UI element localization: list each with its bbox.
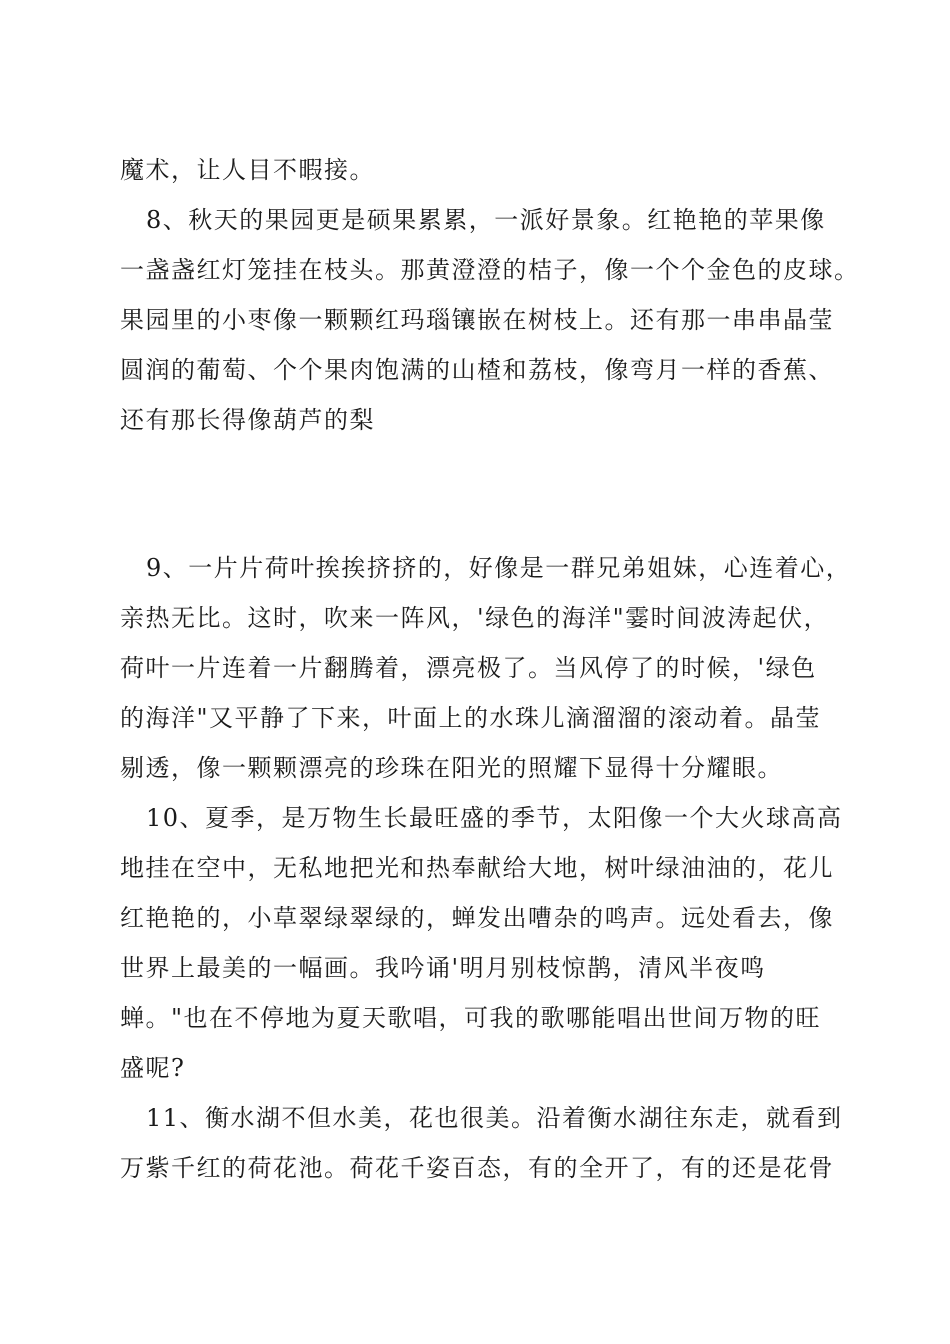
paragraph-11-line-1: 11、衡水湖不但水美，花也很美。沿着衡水湖往东走，就看到: [146, 1104, 843, 1132]
paragraph-10-line-5: 蝉。"也在不停地为夏天歌唱，可我的歌哪能唱出世间万物的旺: [120, 1004, 822, 1032]
paragraph-8-line-5: 还有那长得像葫芦的梨: [120, 406, 375, 434]
paragraph-10-line-4: 世界上最美的一幅画。我吟诵'明月别枝惊鹊，清风半夜鸣: [120, 954, 766, 982]
paragraph-9-line-1: 9、一片片荷叶挨挨挤挤的，好像是一群兄弟姐妹，心连着心，: [146, 554, 852, 582]
paragraph-9-line-2: 亲热无比。这时，吹来一阵风，'绿色的海洋"霎时间波涛起伏，: [120, 604, 830, 632]
paragraph-8-line-3: 果园里的小枣像一颗颗红玛瑙镶嵌在树枝上。还有那一串串晶莹: [120, 306, 834, 334]
paragraph-11-line-2: 万紫千红的荷花池。荷花千姿百态，有的全开了，有的还是花骨: [120, 1154, 834, 1182]
paragraph-9-line-3: 荷叶一片连着一片翻腾着，漂亮极了。当风停了的时候，'绿色: [120, 654, 817, 682]
text-line-1: 魔术，让人目不暇接。: [120, 156, 375, 184]
paragraph-10-line-6: 盛呢?: [120, 1054, 186, 1082]
paragraph-8-line-2: 一盏盏红灯笼挂在枝头。那黄澄澄的桔子，像一个个金色的皮球。: [120, 256, 860, 284]
paragraph-10-line-1: 10、夏季，是万物生长最旺盛的季节，太阳像一个大火球高高: [146, 804, 843, 832]
paragraph-8-line-1: 8、秋天的果园更是硕果累累，一派好景象。红艳艳的苹果像: [146, 206, 826, 234]
paragraph-10-line-3: 红艳艳的，小草翠绿翠绿的，蝉发出嘈杂的鸣声。远处看去，像: [120, 904, 834, 932]
paragraph-10-line-2: 地挂在空中，无私地把光和热奉献给大地，树叶绿油油的，花儿: [120, 854, 834, 882]
paragraph-8-line-4: 圆润的葡萄、个个果肉饱满的山楂和荔枝，像弯月一样的香蕉、: [120, 356, 834, 384]
paragraph-9-line-5: 剔透，像一颗颗漂亮的珍珠在阳光的照耀下显得十分耀眼。: [120, 754, 783, 782]
paragraph-9-line-4: 的海洋"又平静了下来，叶面上的水珠儿滴溜溜的滚动着。晶莹: [120, 704, 822, 732]
